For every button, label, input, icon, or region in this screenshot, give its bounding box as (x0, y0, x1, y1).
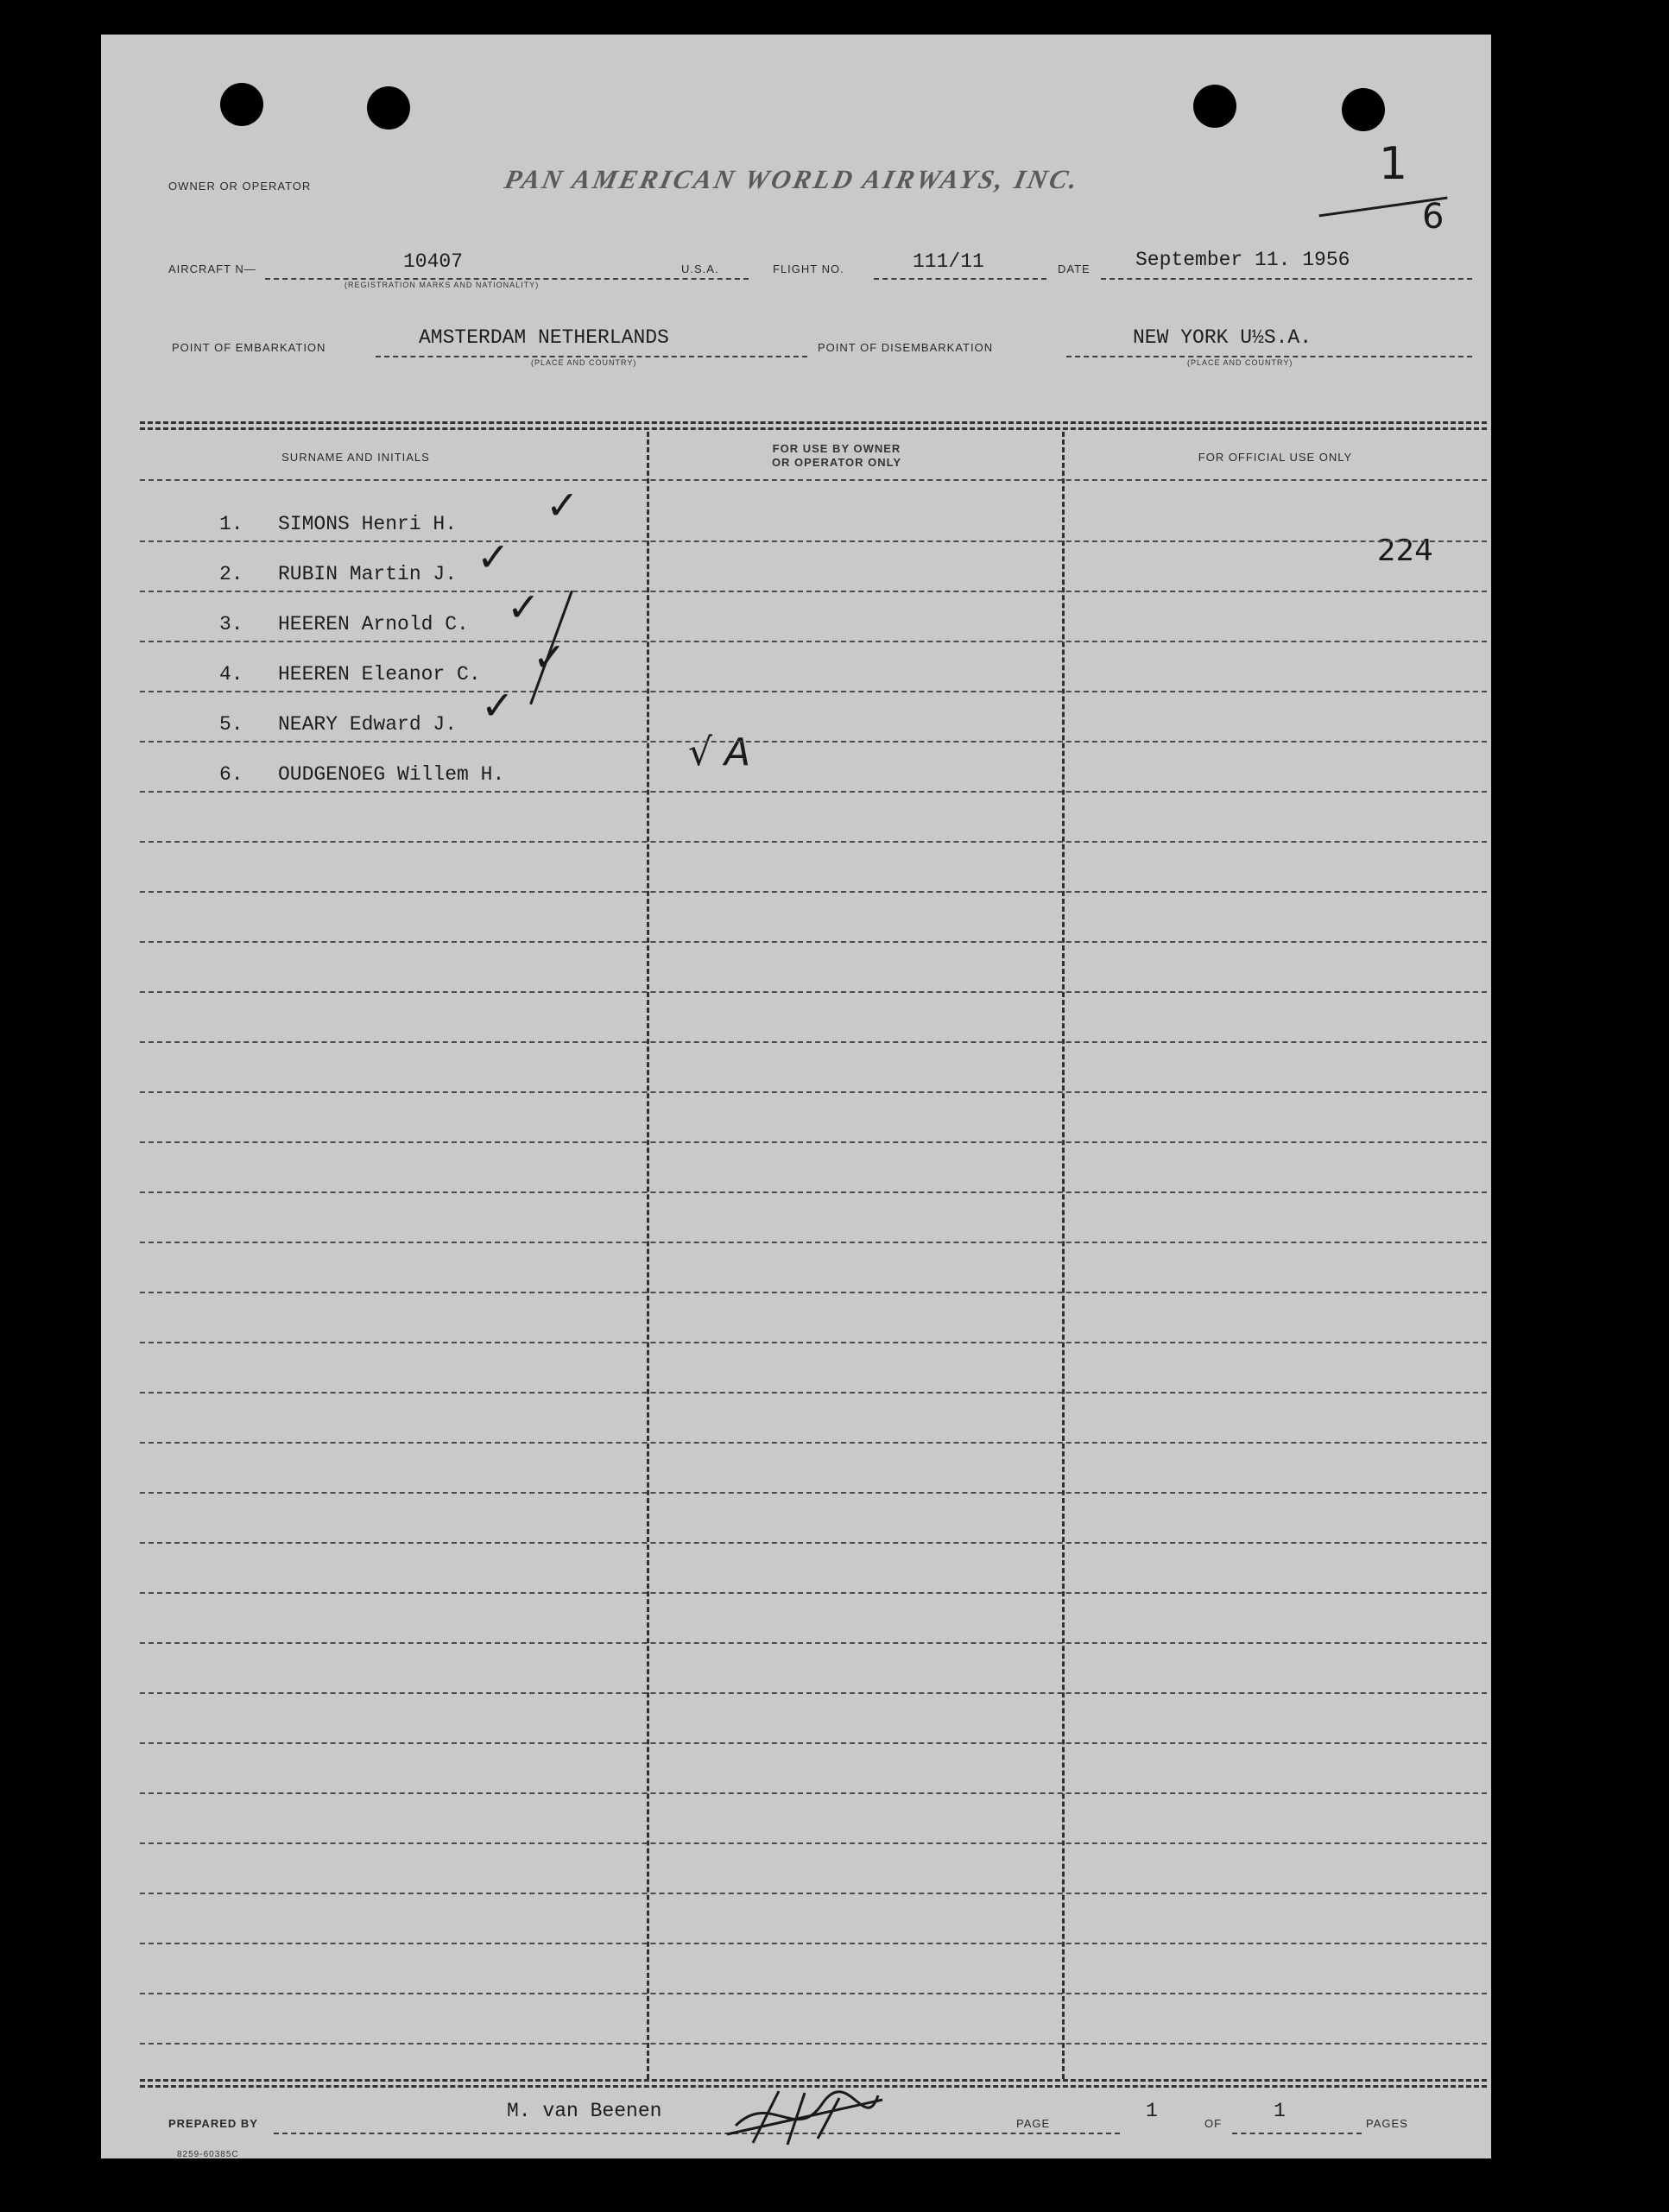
table-row (140, 641, 1487, 691)
row-rule (140, 1742, 1487, 1744)
row-number: 4. (219, 663, 243, 686)
punch-hole (367, 86, 410, 130)
row-rule (140, 1392, 1487, 1394)
passenger-name: OUDGENOEG Willem H. (278, 763, 505, 786)
owner-label: OWNER OR OPERATOR (168, 180, 312, 193)
place-note-disembark: (PLACE AND COUNTRY) (1187, 358, 1293, 367)
disembark-value: NEW YORK U½S.A. (1133, 326, 1312, 349)
date-line (1101, 278, 1472, 280)
table-row (140, 540, 1487, 591)
date-label: DATE (1058, 262, 1091, 275)
prepared-value: M. van Beenen (507, 2100, 662, 2122)
registration-note: (REGISTRATION MARKS AND NATIONALITY) (345, 281, 540, 289)
disembark-label: POINT OF DISEMBARKATION (818, 341, 994, 354)
passenger-name: RUBIN Martin J. (278, 563, 458, 585)
flight-label: FLIGHT NO. (773, 262, 844, 275)
flight-line (874, 278, 1046, 280)
row-number: 5. (219, 713, 243, 736)
row-rule (140, 1592, 1487, 1594)
row-rule (140, 691, 1487, 692)
table-row (140, 741, 1487, 791)
check-mark-icon: ✓ (533, 634, 566, 680)
usa-label: U.S.A. (681, 262, 719, 275)
of-line (1232, 2133, 1362, 2134)
flight-value: 111/11 (913, 250, 984, 273)
row-rule (140, 1442, 1487, 1444)
embark-value: AMSTERDAM NETHERLANDS (419, 326, 669, 349)
table-top-rule (140, 421, 1487, 424)
row-rule (140, 1091, 1487, 1093)
row-rule (140, 591, 1487, 592)
passenger-name: SIMONS Henri H. (278, 513, 458, 535)
row-rule (140, 2043, 1487, 2045)
row-rule (140, 1242, 1487, 1243)
row-rule (140, 1342, 1487, 1343)
col-header-surname: SURNAME AND INITIALS (281, 451, 430, 464)
table-row (140, 591, 1487, 641)
row-number: 2. (219, 563, 243, 585)
col-header-official: FOR OFFICIAL USE ONLY (1198, 451, 1353, 464)
aircraft-line (265, 278, 749, 280)
official-note: 224 (1377, 534, 1433, 568)
sheet-mark-top: 1 (1379, 138, 1408, 190)
row-rule (140, 1692, 1487, 1694)
disembark-line (1066, 356, 1472, 357)
signature (718, 2082, 891, 2152)
of-label: OF (1204, 2117, 1223, 2130)
row-rule (140, 1141, 1487, 1143)
row-rule (140, 1842, 1487, 1844)
embark-label: POINT OF EMBARKATION (172, 341, 326, 354)
table-row (140, 490, 1487, 540)
row-rule (140, 1041, 1487, 1043)
aircraft-value: 10407 (403, 250, 464, 273)
row-rule (140, 891, 1487, 893)
page-label: PAGE (1016, 2117, 1051, 2130)
check-mark-icon: ✓ (546, 482, 579, 528)
prepared-label: PREPARED BY (168, 2117, 258, 2130)
row-number: 3. (219, 613, 243, 635)
form-number: 8259-60385C (177, 2150, 239, 2159)
pages-label: PAGES (1366, 2117, 1408, 2130)
signature-scribble-icon (718, 2082, 891, 2152)
manifest-sheet (101, 35, 1491, 2158)
table-bottom-rule (140, 2079, 1487, 2082)
row-rule (140, 1943, 1487, 1944)
col-header-owner-line1: FOR USE BY OWNER (772, 442, 901, 455)
sheet-mark-bottom: 6 (1422, 197, 1445, 237)
row-rule (140, 1292, 1487, 1293)
operator-name: PAN AMERICAN WORLD AIRWAYS, INC. (502, 164, 1083, 194)
owner-mark: √ A (688, 730, 751, 774)
of-value: 1 (1274, 2100, 1286, 2122)
page-value: 1 (1146, 2100, 1158, 2122)
row-rule (140, 1492, 1487, 1494)
passenger-name: HEEREN Eleanor C. (278, 663, 481, 686)
header-rule (140, 479, 1487, 481)
row-rule (140, 841, 1487, 843)
aircraft-label: AIRCRAFT N— (168, 262, 256, 275)
row-rule (140, 1993, 1487, 1994)
row-rule (140, 941, 1487, 943)
row-number: 6. (219, 763, 243, 786)
punch-hole (1342, 88, 1385, 131)
place-note-embark: (PLACE AND COUNTRY) (531, 358, 637, 367)
punch-hole (220, 83, 263, 126)
check-mark-icon: ✓ (481, 682, 515, 729)
row-rule (140, 1792, 1487, 1794)
check-mark-icon: ✓ (507, 584, 541, 630)
check-mark-icon: ✓ (477, 534, 510, 580)
col-header-owner-line2: OR OPERATOR ONLY (771, 456, 902, 469)
passenger-name: HEEREN Arnold C. (278, 613, 469, 635)
row-rule (140, 991, 1487, 993)
table-top-rule (140, 427, 1487, 430)
table-row (140, 691, 1487, 741)
row-rule (140, 540, 1487, 542)
row-number: 1. (219, 513, 243, 535)
row-rule (140, 1893, 1487, 1894)
row-rule (140, 1542, 1487, 1544)
row-rule (140, 1191, 1487, 1193)
date-value: September 11. 1956 (1135, 249, 1350, 271)
passenger-name: NEARY Edward J. (278, 713, 458, 736)
row-rule (140, 741, 1487, 743)
prepared-line (274, 2133, 1120, 2134)
row-rule (140, 791, 1487, 793)
embark-line (376, 356, 807, 357)
row-rule (140, 1642, 1487, 1644)
punch-hole (1193, 85, 1236, 128)
row-rule (140, 641, 1487, 642)
